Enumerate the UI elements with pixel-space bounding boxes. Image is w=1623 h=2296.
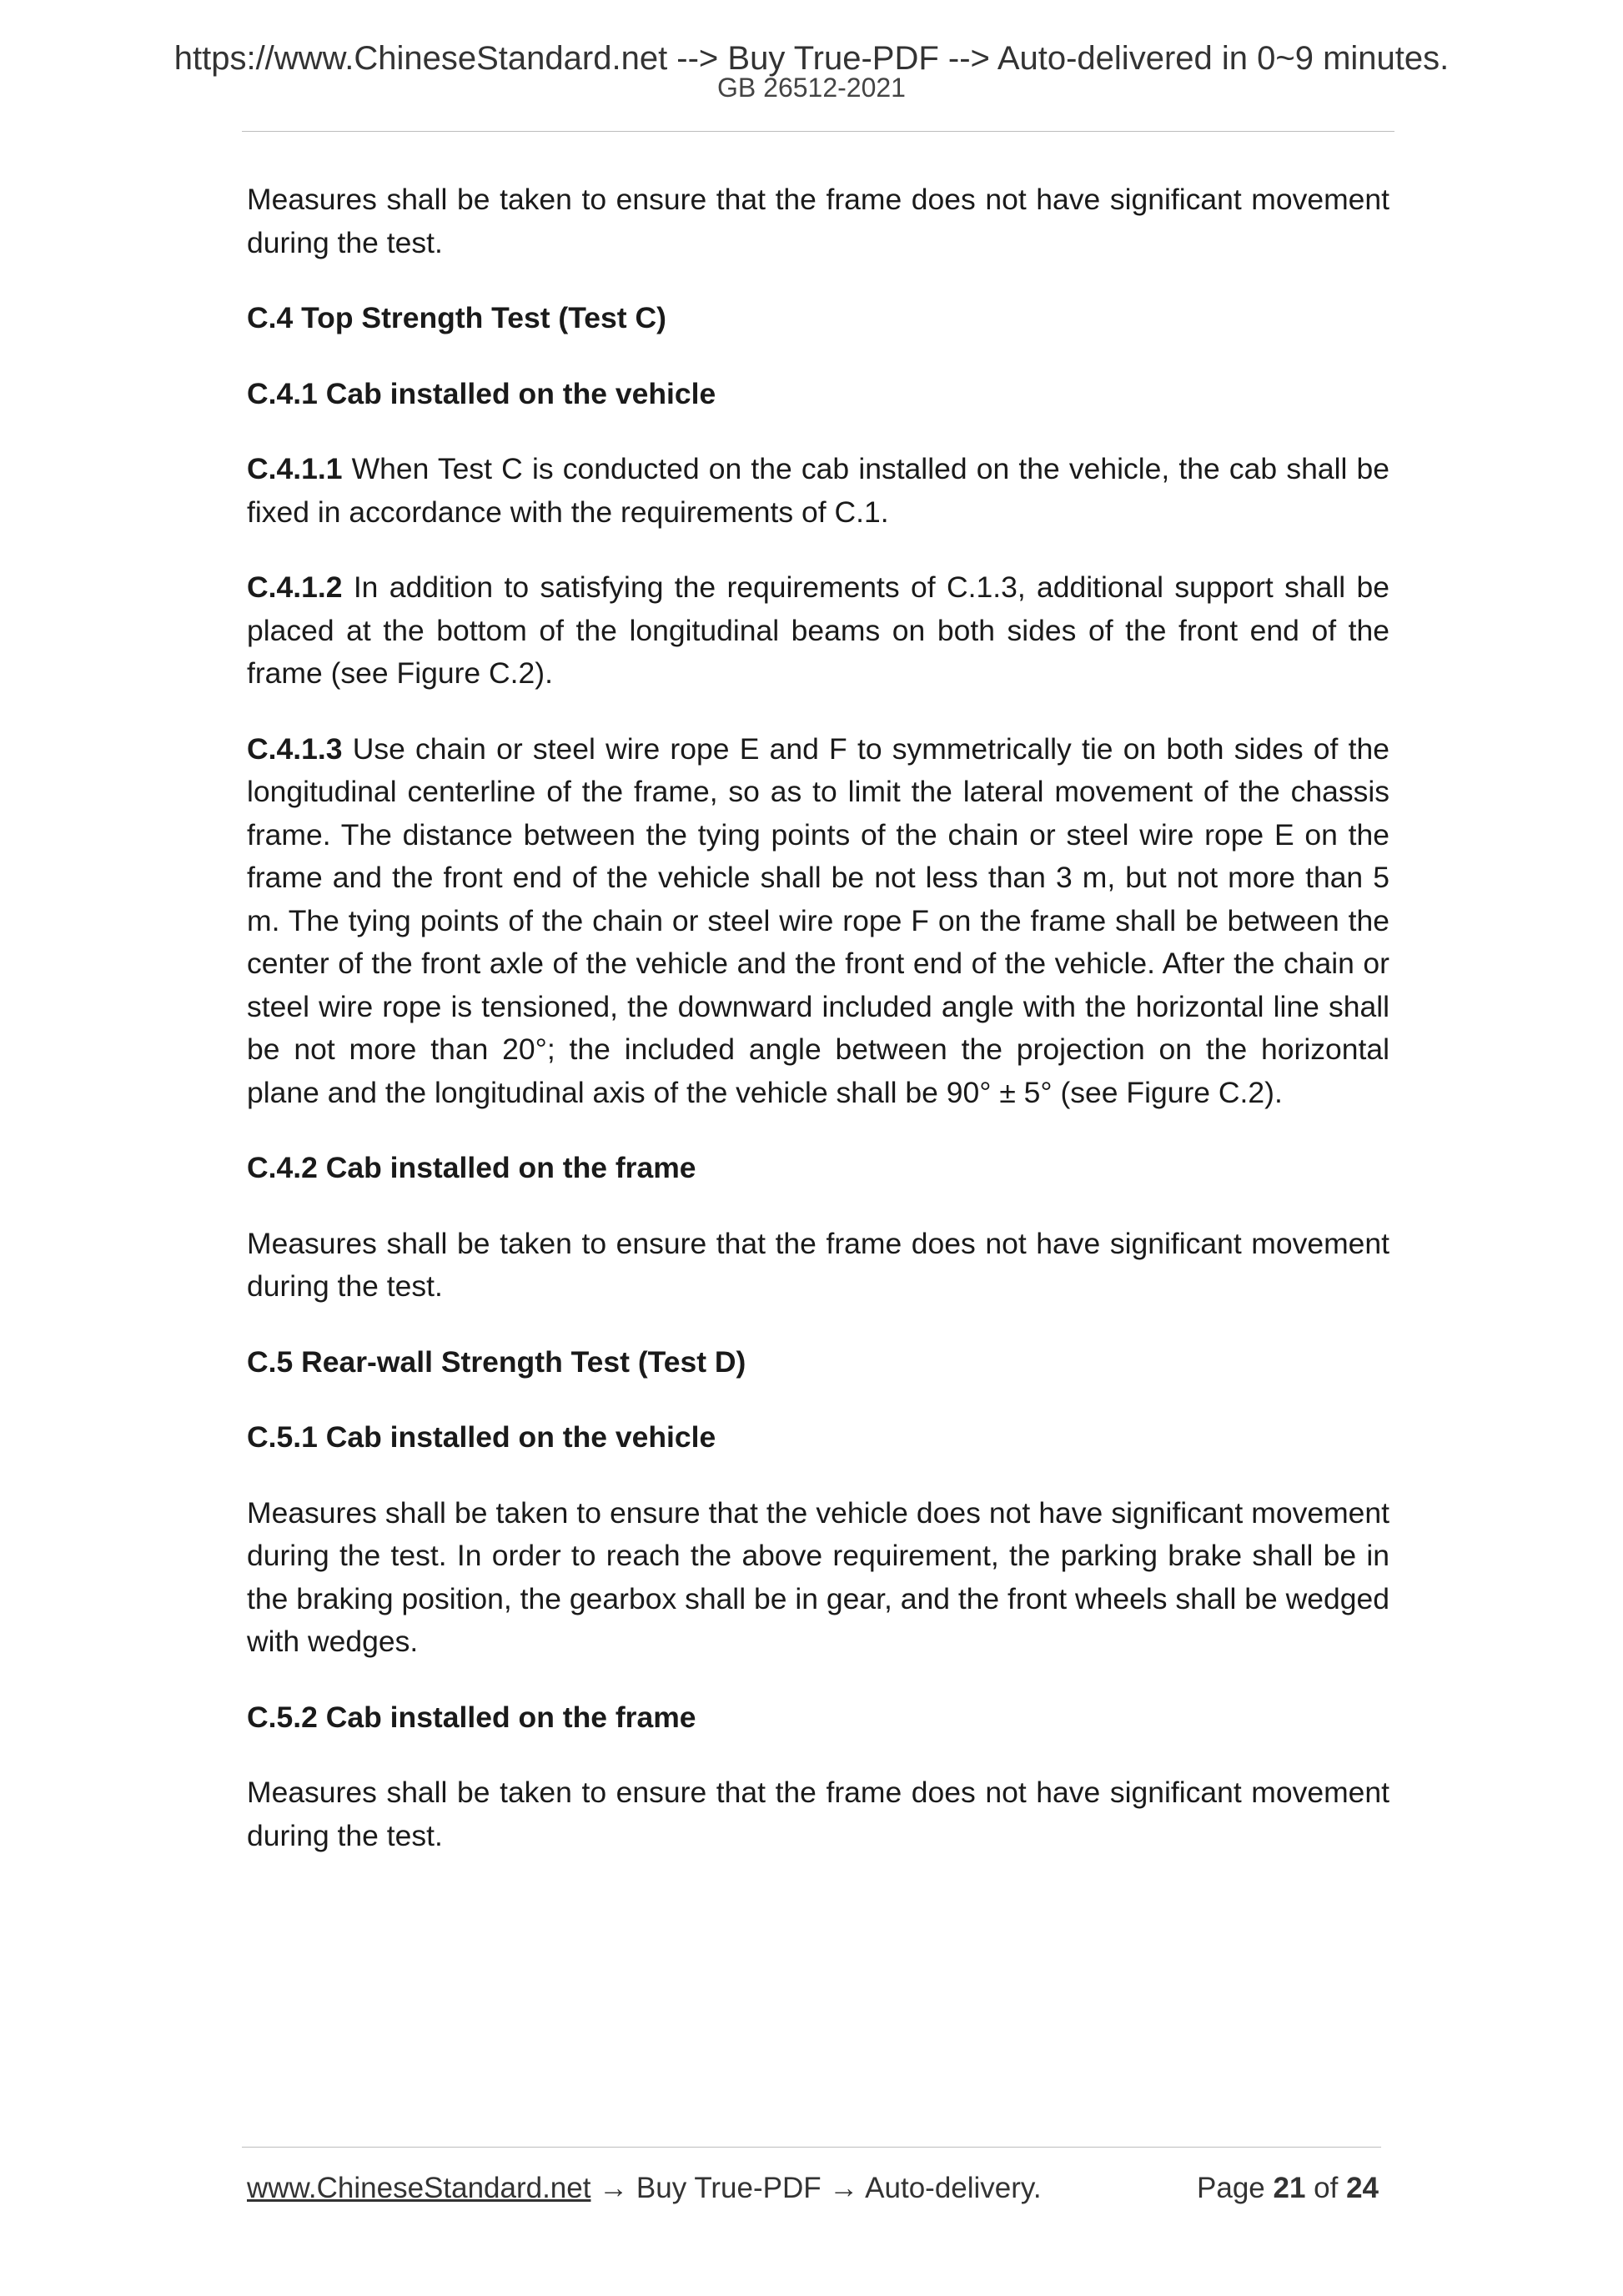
footer-divider xyxy=(242,2147,1381,2148)
footer-tagline: → Buy True-PDF → Auto-delivery. xyxy=(590,2172,1042,2204)
heading-c4: C.4 Top Strength Test (Test C) xyxy=(247,301,666,334)
footer-promo xyxy=(247,2173,1042,2203)
paragraph-c51: Measures shall be taken to ensure that the vehicle does not have significant movement during the test. In order to reach the above requirement, the parking brake shall be in the braking position, the gearbox shall be in gear, and the front wheels shall be wedged with wedges. xyxy=(247,1495,1389,1658)
clause-number: C.4.1.1 xyxy=(247,452,343,485)
current-page: 21 xyxy=(1273,2172,1306,2204)
paragraph-c52: Measures shall be taken to ensure that the frame does not have significant movement during the test. xyxy=(247,1776,1389,1852)
paragraph-frame-movement: Measures shall be taken to ensure that the frame does not have significant movement during the test. xyxy=(247,183,1389,259)
heading-c51: C.5.1 Cab installed on the vehicle xyxy=(247,1420,716,1454)
heading-c52: C.5.2 Cab installed on the frame xyxy=(247,1700,696,1734)
footer-site-link[interactable]: www.ChineseStandard.net xyxy=(247,2172,591,2204)
clause-number: C.4.1.3 xyxy=(247,731,343,766)
total-pages: 24 xyxy=(1346,2172,1379,2204)
page-number xyxy=(1197,2173,1379,2203)
standard-code: GB 26512-2021 xyxy=(717,73,906,103)
clause-text: In addition to satisfying the requirements of C.1.3, additional support shall be placed at the bottom of the longitudinal beams on both sides of the front end of the frame (see Figure C.2). xyxy=(247,570,1389,690)
clause-text: When Test C is conducted on the cab installed on the vehicle, the cab shall be fixed in accordance with the requirements of C.1. xyxy=(247,452,1389,529)
clause-c413 xyxy=(247,728,1389,1115)
page-body xyxy=(247,178,1389,1890)
paragraph-c42: Measures shall be taken to ensure that the frame does not have significant movement during the test. xyxy=(247,1226,1389,1303)
header-divider xyxy=(242,131,1394,132)
of-label: of xyxy=(1305,2172,1347,2204)
page-label: Page xyxy=(1197,2172,1274,2204)
clause-c412 xyxy=(247,566,1389,696)
clause-c411 xyxy=(247,448,1389,534)
heading-c41: C.4.1 Cab installed on the vehicle xyxy=(247,376,716,410)
heading-c42: C.4.2 Cab installed on the frame xyxy=(247,1151,696,1184)
clause-number: C.4.1.2 xyxy=(247,570,343,604)
heading-c5: C.5 Rear-wall Strength Test (Test D) xyxy=(247,1344,746,1379)
header-banner: https://www.ChineseStandard.net --> Buy True-PDF --> Auto-delivered in 0~9 minutes. xyxy=(173,40,1450,77)
clause-text: Use chain or steel wire rope E and F to symmetrically tie on both sides of the longitudinal centerline of the frame, so as to limit the lateral movement of the chassis frame. The distance between the tying points of the chain or steel wire rope E on the frame and the front end of the vehicle shall be not less than 3 m, but not more than 5 m. The tying points of the chain or steel wire rope F on the frame shall be between the center of the front axle of the vehicle and the front end of the vehicle. After the chain or steel wire rope is tensioned, the downward included angle with the horizontal line shall be not more than 20°; the included angle between the projection on the horizontal plane and the longitudinal axis of the vehicle shall be 90° ± 5° (see Figure C.2). xyxy=(247,731,1389,1109)
